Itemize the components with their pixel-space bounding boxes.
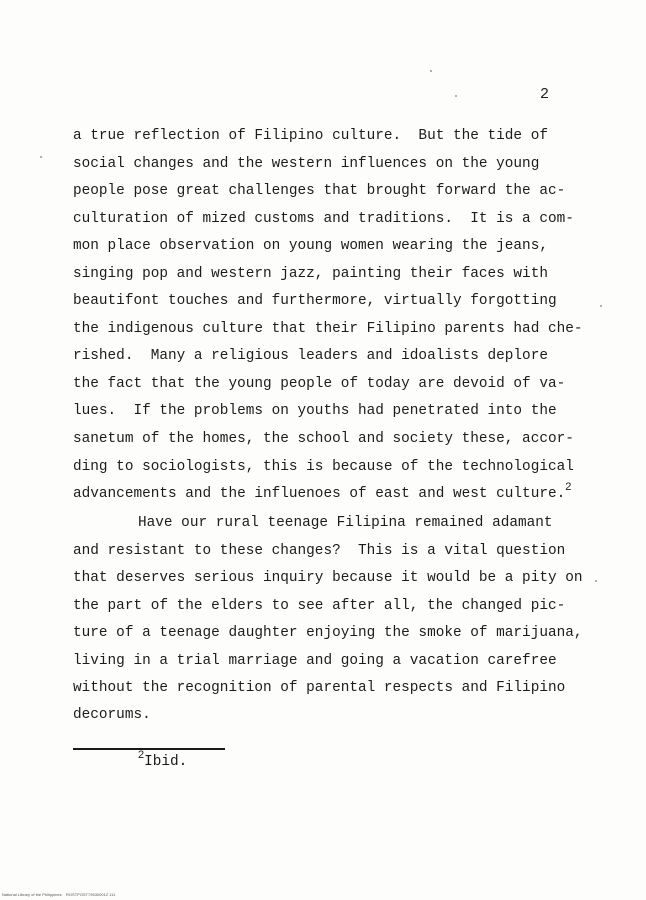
text-line: [73, 481, 572, 502]
text-line: the fact that the young people of today are devoid of va-: [73, 376, 566, 392]
text-line: rished. Many a religious leaders and idoalists deplore: [73, 348, 548, 364]
text-line: people pose great challenges that brought forward the ac-: [73, 183, 566, 199]
text-line: living in a trial marriage and going a vacation carefree: [73, 653, 557, 669]
scan-speck: [600, 305, 602, 307]
text-line: that deserves serious inquiry because it would be a pity on: [73, 570, 583, 586]
text-line: a true reflection of Filipino culture. But the tide of: [73, 128, 548, 144]
page-number: 2: [540, 86, 550, 103]
text-line-content: advancements and the influenoes of east and west culture.: [73, 486, 566, 502]
text-line: culturation of mized customs and traditions. It is a com-: [73, 211, 574, 227]
footnote: [138, 749, 188, 770]
scan-speck: [455, 95, 457, 97]
footnote-mark: 2: [138, 749, 145, 761]
footnote-reference: 2: [565, 481, 572, 493]
text-line: the indigenous culture that their Filipino parents had che-: [73, 321, 583, 337]
scan-speck: [595, 580, 597, 582]
text-line: social changes and the western influences on the young: [73, 156, 540, 172]
text-line: and resistant to these changes? This is a vital question: [73, 543, 566, 559]
scan-speck: [430, 70, 432, 72]
footnote-text: Ibid.: [144, 754, 188, 770]
text-line: the part of the elders to see after all, the changed pic-: [73, 598, 566, 614]
text-line: ture of a teenage daughter enjoying the smoke of marijuana,: [73, 625, 583, 641]
text-line: decorums.: [73, 707, 151, 723]
footnote-divider: [73, 748, 225, 750]
text-line: singing pop and western jazz, painting their faces with: [73, 266, 548, 282]
scan-speck: [40, 156, 42, 158]
library-imprint: National Library of the Philippines ROSTPOST795300012 111: [2, 892, 116, 897]
text-line: Have our rural teenage Filipina remained adamant: [138, 515, 553, 531]
text-line: ding to sociologists, this is because of the technological: [73, 459, 574, 475]
text-line: without the recognition of parental respects and Filipino: [73, 680, 566, 696]
text-line: sanetum of the homes, the school and society these, accor-: [73, 431, 574, 447]
text-line: lues. If the problems on youths had penetrated into the: [73, 403, 557, 419]
text-line: mon place observation on young women wearing the jeans,: [73, 238, 548, 254]
text-line: beautifont touches and furthermore, virtually forgotting: [73, 293, 557, 309]
